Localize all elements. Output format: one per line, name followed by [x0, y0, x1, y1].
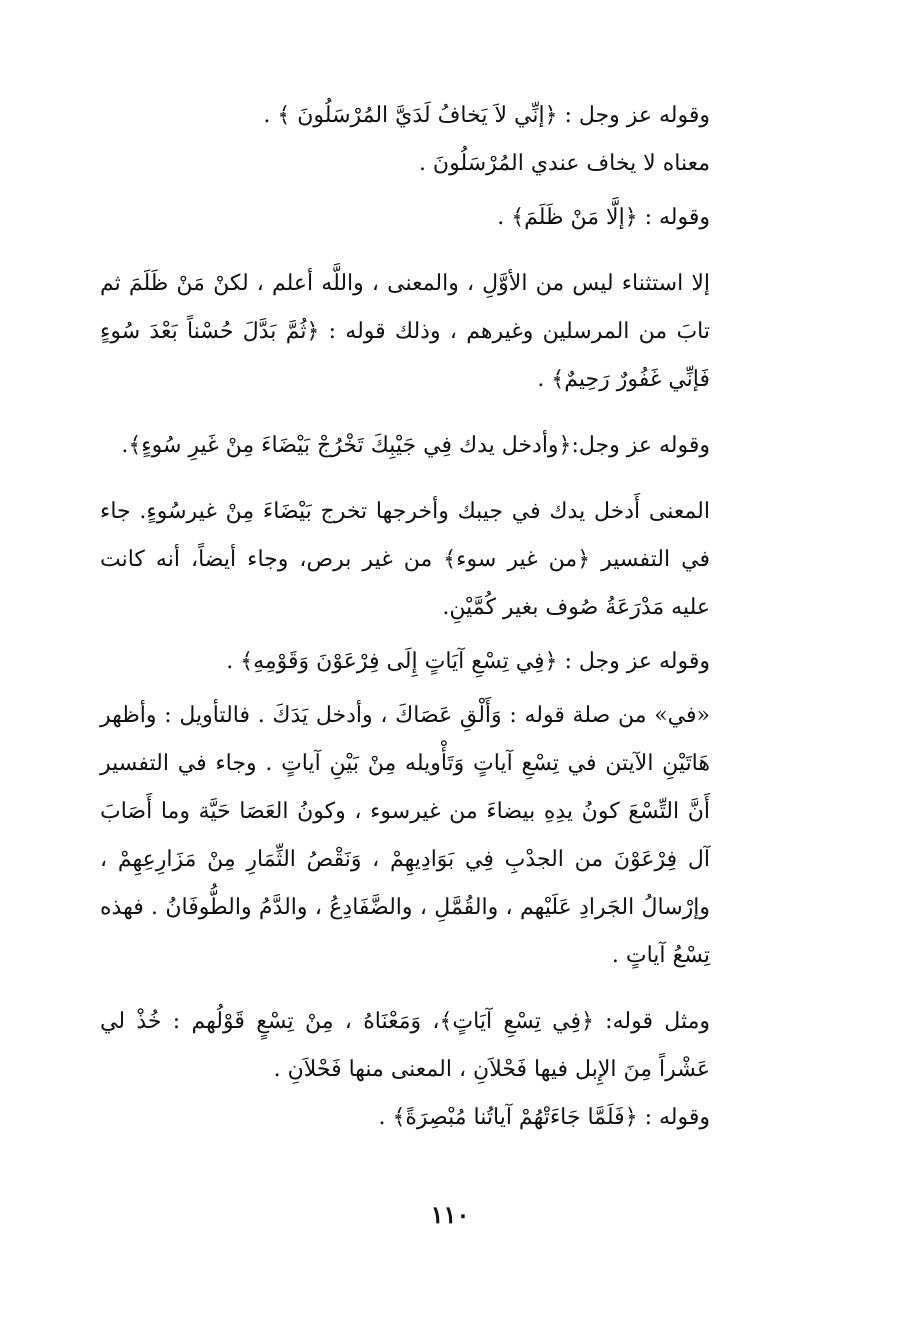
paragraph-verse-tis-ayat: وقوله عز وجل : ﴿فِي تِسْعِ آيَاتٍ إِلَى فِرْعَوْنَ وَقَوْمِهِ﴾ .: [226, 649, 710, 674]
page-number: ١١٠: [430, 1200, 470, 1229]
paragraph-verse-falamma-jaathum: وقوله : ﴿فَلَمَّا جَاءَتْهُمْ آياتُنا مُبْصِرَةً﴾ .: [378, 1105, 710, 1130]
paragraph-verse-la-yakhaf: وقوله عز وجل : ﴿إنِّي لاَ يَخافُ لَدَيَّ المُرْسَلُونَ ﴾ .: [263, 103, 710, 128]
paragraph-mithl-qawlih: ومثل قوله: ﴿فِي تِسْعِ آيَاتٍ﴾، وَمَعْنَاهُ ، مِنْ تِسْعٍ قَوْلُهم : خُذْ لي عَشْراً مِنَ الإِبل فيها فَحْلاَنِ ، المعنى منها فَحْلاَنِ .: [100, 1009, 710, 1082]
paragraph-istithna-explanation: إلا استثناء ليس من الأوَّلِ ، والمعنى ، واللَّه أعلم ، لكنْ مَنْ ظَلَمَ ثم تابَ من المرسلين وغيرهم ، وذلك قوله : ﴿ثُمَّ بَدَّلَ حُسْناً بَعْدَ سُوءٍ فَإنِّي غَفُورٌ رَحِيمٌ﴾ .: [100, 271, 710, 392]
text-column: [100, 92, 720, 1142]
paragraph-verse-adkhil-yadak: وقوله عز وجل:﴿وأدخل يدك فِي جَيْبِكَ تَخْرُجْ بَيْضَاءَ مِنْ غَيرِ سُوءٍ﴾.: [121, 433, 710, 458]
paragraph-tis-ayat-explanation: «في» من صلة قوله : وَأَلْقِ عَصَاكَ ، وأدخل يَدَكَ . فالتأويل : وأظهر هَاتَيْنِ الآيتن في تِسْعِ آياتٍ وَتَأْويله مِنْ بَيْنِ آياتٍ . وجاء في التفسير أَنَّ التِّسْعَ كونُ يدِهِ بيضاءَ من غيرسوء ، وكونُ العَصَا حَيَّة وما أَصَابَ آل فِرْعَوْنَ من الجدْبِ فِي بَوَادِيهِمْ ، وَنَقْصُ الثِّمَارِ مِنْ مَزَارِعِهِمْ ، وإرْسالُ الجَرادِ عَلَيْهم ، والقُمَّلِ ، والضَّفَادِعُ ، والدَّمُ والطُّوفَانُ . فهذه تِسْعُ آياتٍ .: [100, 703, 710, 968]
paragraph-verse-illa-man-zalam: وقوله : ﴿إلَّا مَنْ ظَلَمَ﴾ .: [497, 205, 710, 230]
paragraph-meaning-adkhil-yadak: المعنى أَدخل يدك في جيبك وأخرجها تخرج بَيْضَاءَ مِنْ غيرسُوءٍ. جاء في التفسير ﴿من غير سوء﴾ من غير برص، وجاء أيضاً، أنه كانت عليه مَدْرَعَةُ صُوف بغير كُمَّيْنِ.: [100, 499, 710, 620]
paragraph-meaning-la-yakhaf: معناه لا يخاف عندي المُرْسَلُونَ .: [418, 151, 710, 176]
